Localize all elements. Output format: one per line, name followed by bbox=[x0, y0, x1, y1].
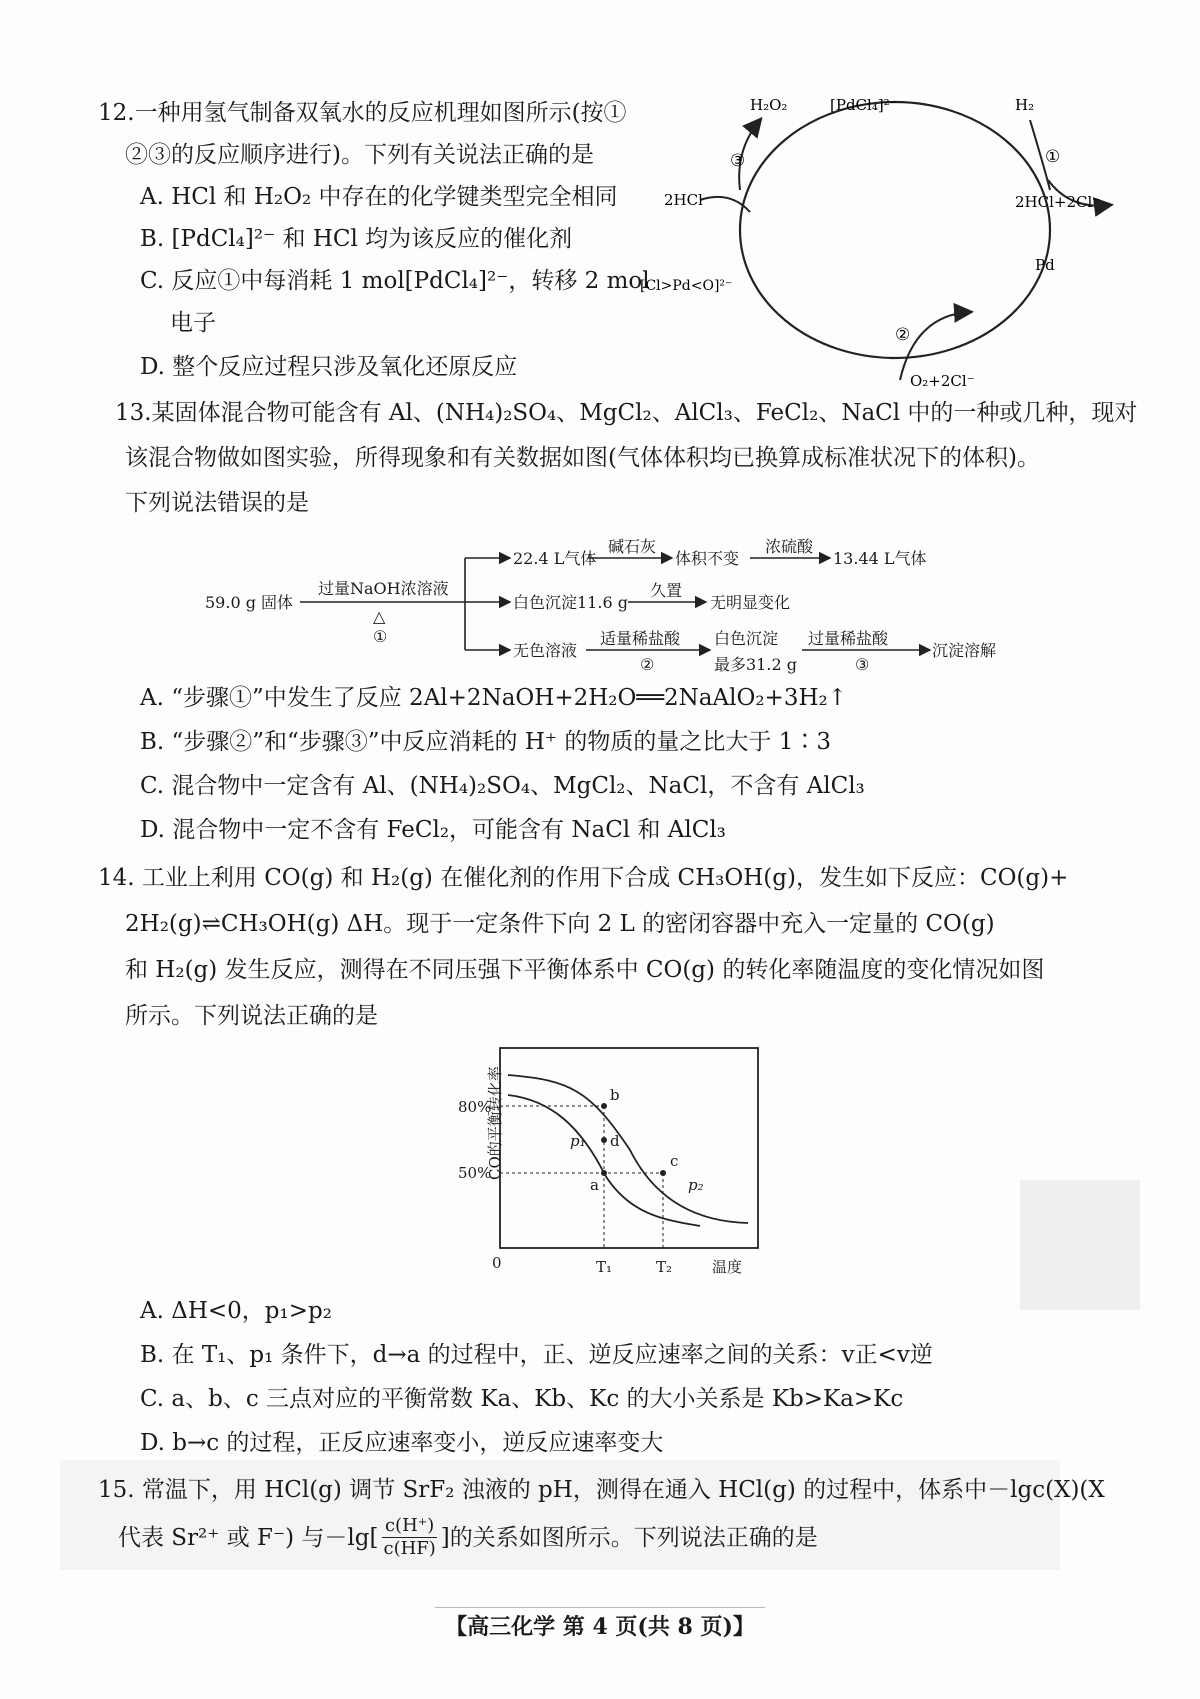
flow-start: 59.0 g 固体 bbox=[205, 593, 294, 612]
flow-hcl-small: 适量稀盐酸 bbox=[600, 629, 681, 648]
flow-step2: ② bbox=[640, 655, 655, 674]
experiment-flowchart bbox=[205, 530, 1010, 674]
label-step1: ① bbox=[1045, 147, 1061, 167]
q14-stem-line1: 14. 工业上利用 CO(g) 和 H₂(g) 在催化剂的作用下合成 CH₃OH(g)，发生如下反应：CO(g)+ bbox=[98, 865, 1069, 891]
q14-option-d: D. b→c 的过程，正反应速率变小，逆反应速率变大 bbox=[140, 1430, 664, 1456]
flow-white: 白色沉淀 bbox=[714, 629, 779, 648]
point-d bbox=[601, 1137, 607, 1143]
label-complex: [Cl>Pd<O]²⁻ bbox=[640, 278, 733, 294]
conversion-graph bbox=[430, 1040, 770, 1285]
flow-h2so4: 浓硫酸 bbox=[765, 537, 814, 556]
label-p1: p₁ bbox=[570, 1132, 586, 1150]
q12-stem-line2: ②③的反应顺序进行)。下列有关说法正确的是 bbox=[125, 142, 594, 168]
label-o2: O₂+2Cl⁻ bbox=[910, 372, 975, 390]
q15-stem-line2 bbox=[118, 1515, 818, 1560]
q12-option-c: C. 反应①中每消耗 1 mol[PdCl₄]²⁻，转移 2 mol bbox=[140, 268, 650, 294]
flow-unchanged: 体积不变 bbox=[675, 549, 740, 568]
flow-nochange: 无明显变化 bbox=[710, 593, 791, 612]
point-c bbox=[660, 1170, 666, 1176]
cycle-ring bbox=[740, 102, 1050, 358]
q14-stem-line2: 2H₂(g)⇌CH₃OH(g) ΔH。现于一定条件下向 2 L 的密闭容器中充入一定量的 CO(g) bbox=[125, 911, 995, 937]
flow-step1: ① bbox=[373, 627, 388, 646]
flow-gas2: 13.44 L气体 bbox=[833, 549, 927, 568]
q12-stem-line1: 12.一种用氢气制备双氧水的反应机理如图所示(按① bbox=[98, 100, 627, 126]
label-step2: ② bbox=[895, 325, 911, 345]
label-p2: p₂ bbox=[688, 1176, 704, 1194]
q15-stem-line1: 15. 常温下，用 HCl(g) 调节 SrF₂ 浊液的 pH，测得在通入 HCl(g) 的过程中，体系中－lgc(X)(X bbox=[98, 1477, 1105, 1503]
flow-solution: 无色溶液 bbox=[513, 641, 578, 660]
label-a: a bbox=[590, 1176, 599, 1194]
graph-xlabel: 温度 bbox=[712, 1258, 743, 1276]
label-d: d bbox=[610, 1132, 620, 1150]
q13-option-b: B. “步骤②”和“步骤③”中反应消耗的 H⁺ 的物质的量之比大于 1∶3 bbox=[140, 729, 831, 755]
tick-t2: T₂ bbox=[656, 1258, 673, 1276]
q13-option-d: D. 混合物中一定不含有 FeCl₂，可能含有 NaCl 和 AlCl₃ bbox=[140, 817, 726, 843]
label-pdcl4: [PdCl₄]²⁻ bbox=[830, 96, 898, 114]
flow-max: 最多31.2 g bbox=[714, 655, 797, 674]
q15-stem-line2-b: ]的关系如图所示。下列说法正确的是 bbox=[440, 1524, 818, 1551]
label-2hcl: 2HCl bbox=[664, 191, 703, 209]
label-2hcl-2cl: 2HCl+2Cl⁻ bbox=[1015, 193, 1101, 211]
point-a bbox=[601, 1170, 607, 1176]
flow-dissolve: 沉淀溶解 bbox=[932, 641, 997, 660]
flow-hcl-excess: 过量稀盐酸 bbox=[808, 629, 889, 648]
flow-precip: 白色沉淀11.6 g bbox=[513, 593, 628, 612]
label-h2: H₂ bbox=[1015, 96, 1035, 114]
footer-text: 【高三化学 第 4 页(共 8 页)】 bbox=[435, 1607, 765, 1646]
graph-origin: 0 bbox=[492, 1254, 502, 1272]
flow-step3: ③ bbox=[855, 655, 870, 674]
q15-fraction bbox=[380, 1515, 438, 1560]
q14-stem-line4: 所示。下列说法正确的是 bbox=[125, 1003, 378, 1029]
q12-option-d: D. 整个反应过程只涉及氧化还原反应 bbox=[140, 354, 518, 380]
scan-smudge bbox=[1020, 1180, 1140, 1310]
flow-gas: 22.4 L气体 bbox=[513, 549, 597, 568]
q14-stem-line3: 和 H₂(g) 发生反应，测得在不同压强下平衡体系中 CO(g) 的转化率随温度的变化情况如图 bbox=[125, 957, 1045, 983]
tick-t1: T₁ bbox=[596, 1258, 613, 1276]
tick-50: 50% bbox=[458, 1164, 492, 1182]
q13-option-c: C. 混合物中一定含有 Al、(NH₄)₂SO₄、MgCl₂、NaCl，不含有 AlCl₃ bbox=[140, 773, 865, 799]
q13-option-a: A. “步骤①”中发生了反应 2Al+2NaOH+2H₂O══2NaAlO₂+3H₂↑ bbox=[140, 685, 848, 711]
q14-option-a: A. ΔH<0，p₁>p₂ bbox=[140, 1298, 332, 1324]
q13-stem-line1: 13.某固体混合物可能含有 Al、(NH₄)₂SO₄、MgCl₂、AlCl₃、FeCl₂、NaCl 中的一种或几种，现对 bbox=[115, 400, 1138, 426]
graph-ylabel: CO的平衡转化率 bbox=[486, 1066, 504, 1180]
label-h2o2: H₂O₂ bbox=[750, 96, 788, 114]
q12-option-b: B. [PdCl₄]²⁻ 和 HCl 均为该反应的催化剂 bbox=[140, 226, 573, 252]
point-b bbox=[601, 1103, 607, 1109]
q14-option-c: C. a、b、c 三点对应的平衡常数 Ka、Kb、Kc 的大小关系是 Kb>Ka>Kc bbox=[140, 1386, 904, 1412]
q14-option-b: B. 在 T₁、p₁ 条件下，d→a 的过程中，正、逆反应速率之间的关系：v正<v逆 bbox=[140, 1342, 933, 1368]
page-footer bbox=[0, 1610, 1200, 1641]
q12-option-a: A. HCl 和 H₂O₂ 中存在的化学键类型完全相同 bbox=[140, 184, 618, 210]
q15-stem-line2-a: 代表 Sr²⁺ 或 F⁻) 与－lg[ bbox=[118, 1524, 379, 1551]
label-c: c bbox=[670, 1152, 679, 1170]
flow-sodalime: 碱石灰 bbox=[608, 537, 657, 556]
q13-stem-line3: 下列说法错误的是 bbox=[125, 490, 309, 516]
flow-heat: △ bbox=[373, 607, 386, 626]
q12-option-c-cont: 电子 bbox=[170, 310, 216, 336]
flow-stand: 久置 bbox=[650, 581, 683, 600]
label-step3: ③ bbox=[730, 151, 746, 171]
tick-80: 80% bbox=[458, 1098, 492, 1116]
fraction-numerator: c(H⁺) bbox=[382, 1515, 437, 1538]
reaction-cycle-diagram bbox=[640, 90, 1110, 390]
q13-stem-line2: 该混合物做如图实验，所得现象和有关数据如图(气体体积均已换算成标准状况下的体积)。 bbox=[125, 445, 1040, 471]
label-b: b bbox=[610, 1086, 620, 1104]
fraction-denominator: c(HF) bbox=[383, 1538, 436, 1559]
flow-reagent: 过量NaOH浓溶液 bbox=[318, 579, 449, 598]
label-pd: Pd bbox=[1035, 256, 1055, 274]
